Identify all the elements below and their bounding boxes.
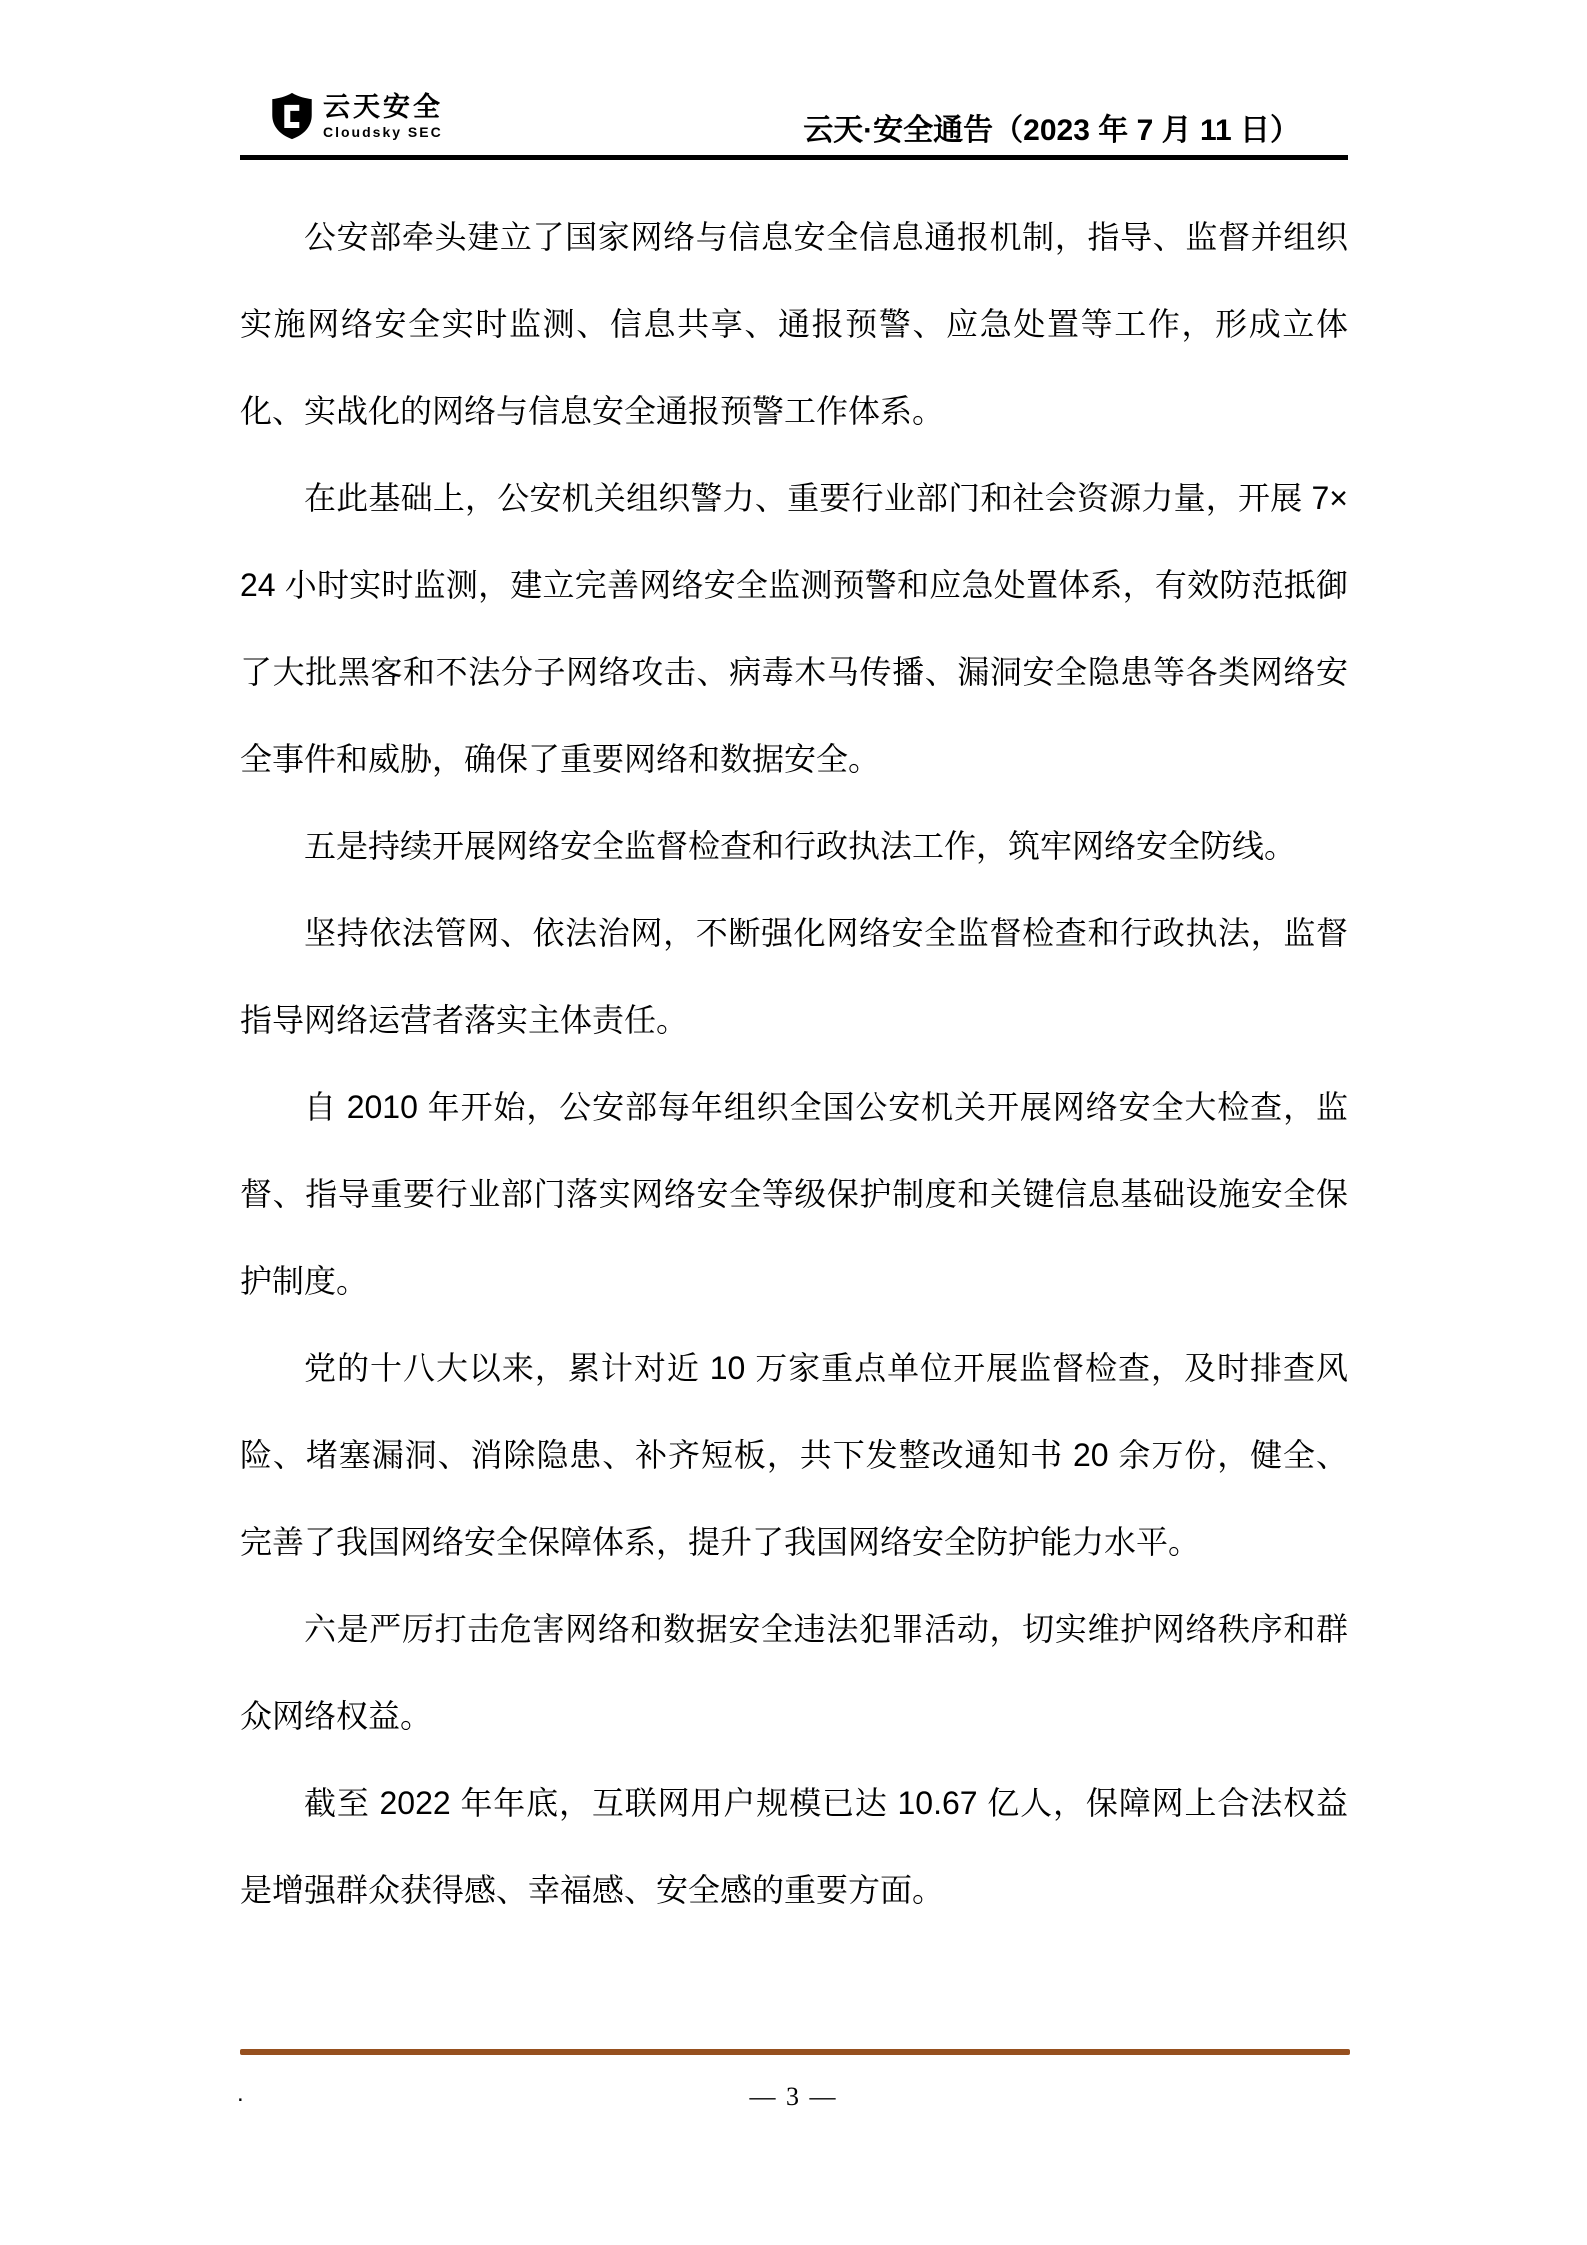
paragraph: 公安部牵头建立了国家网络与信息安全信息通报机制，指导、监督并组织实施网络安全实时监测、信息共享、通报预警、应急处置等工作，形成立体化、实战化的网络与信息安全通报预警工作体系。 xyxy=(240,219,1348,429)
page-header xyxy=(240,88,1348,155)
paragraph: 六是严厉打击危害网络和数据安全违法犯罪活动，切实维护网络秩序和群众网络权益。 xyxy=(240,1611,1348,1734)
brand-text xyxy=(323,92,443,141)
shield-c-icon xyxy=(270,92,314,140)
page-number: — 3 — xyxy=(749,2082,838,2111)
paragraph: 五是持续开展网络安全监督检查和行政执法工作，筑牢网络安全防线。 xyxy=(304,828,1297,864)
paragraph: 党的十八大以来，累计对近 10 万家重点单位开展监督检查，及时排查风险、堵塞漏洞、消除隐患、补齐短板，共下发整改通知书 20 余万份，健全、完善了我国网络安全保障体系，提升了我国网络安全防护能力水平。 xyxy=(240,1350,1348,1560)
document-body xyxy=(240,194,1348,1934)
footer-rule xyxy=(240,2049,1350,2055)
header-rule xyxy=(240,155,1348,160)
brand-subtitle: Cloudsky SEC xyxy=(323,124,443,140)
stray-period: . xyxy=(237,2080,244,2107)
paragraph: 自 2010 年开始，公安部每年组织全国公安机关开展网络安全大检查，监督、指导重要行业部门落实网络安全等级保护制度和关键信息基础设施安全保护制度。 xyxy=(240,1089,1348,1299)
paragraph: 截至 2022 年年底，互联网用户规模已达 10.67 亿人，保障网上合法权益是增强群众获得感、幸福感、安全感的重要方面。 xyxy=(240,1785,1348,1908)
paragraph: 在此基础上，公安机关组织警力、重要行业部门和社会资源力量，开展 7×24 小时实时监测，建立完善网络安全监测预警和应急处置体系，有效防范抵御了大批黑客和不法分子网络攻击、病毒木马传播、漏洞安全隐患等各类网络安全事件和威胁，确保了重要网络和数据安全。 xyxy=(240,480,1348,777)
header-title: 云天·安全通告（2023 年 7 月 11 日） xyxy=(803,114,1300,147)
brand-name: 云天安全 xyxy=(323,92,443,122)
brand-logo xyxy=(270,92,443,141)
paragraph: 坚持依法管网、依法治网，不断强化网络安全监督检查和行政执法，监督指导网络运营者落实主体责任。 xyxy=(240,915,1348,1038)
